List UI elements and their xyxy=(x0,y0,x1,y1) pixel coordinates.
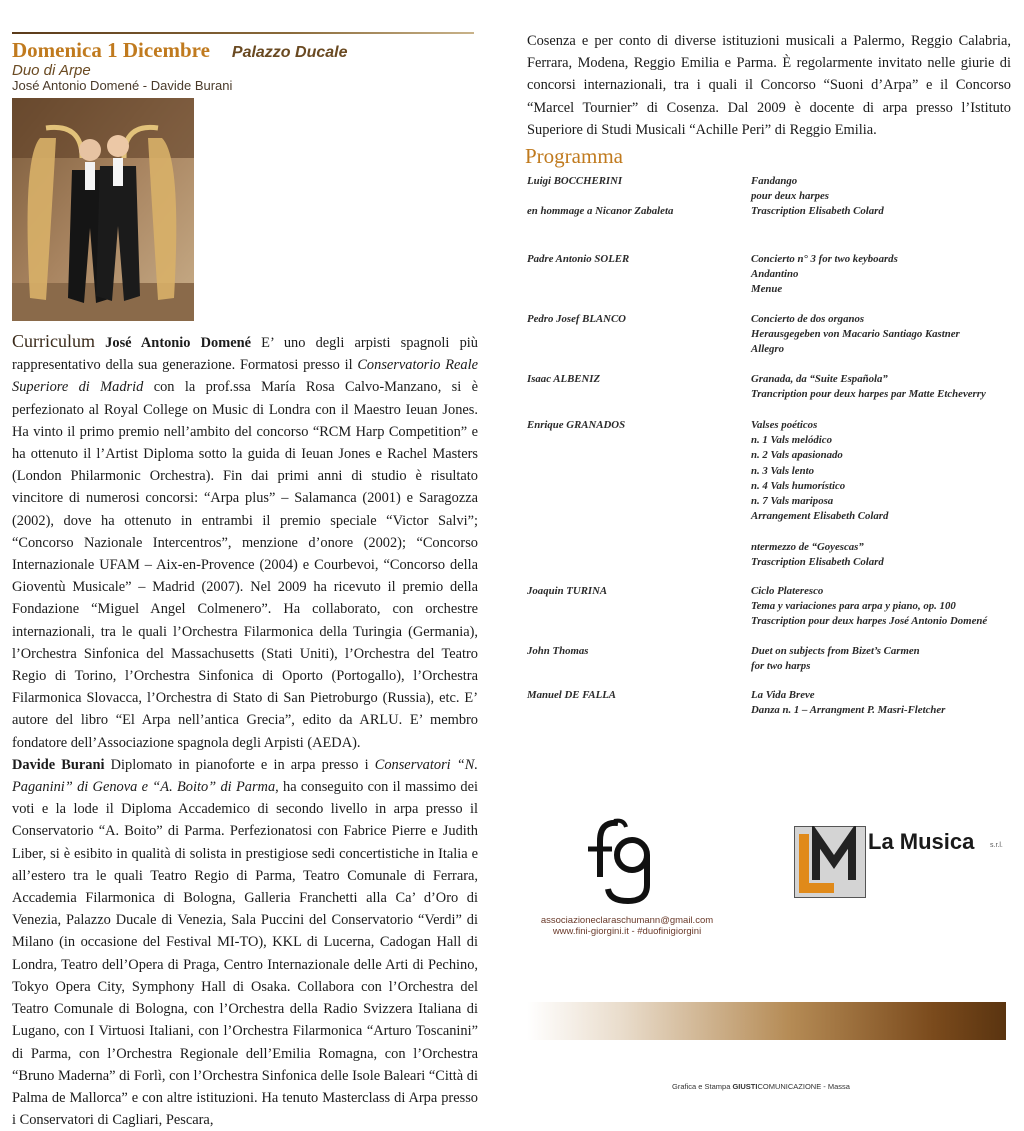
curriculum-text xyxy=(12,330,478,1131)
contact-block xyxy=(527,915,727,937)
event-venue: Palazzo Ducale xyxy=(231,44,348,61)
contact-web[interactable]: www.fini-giorgini.it - #duofinigiorgini xyxy=(552,926,702,937)
work-line: Herausgegeben von Macario Santiago Kastner xyxy=(751,328,960,341)
la-musica-name: La Musica xyxy=(868,829,975,854)
work-line: Granada, da “Suite Española” xyxy=(751,373,888,385)
composer xyxy=(527,418,747,433)
work-line: Andantino xyxy=(751,268,799,281)
works xyxy=(751,644,1021,674)
works xyxy=(751,418,1021,570)
print-credit xyxy=(672,1082,850,1091)
domene-bio-italic: Conservatorio Reale Superiore di Madrid xyxy=(12,357,478,396)
burani-bio-2: , ha conseguito con il massimo dei voti e la lode il Diploma Accademico di secondo livello in arpa presso il Conservatorio “A. Boito” di Parma. Perfezionatosi con Fabrice Pierre e Judith Liber, si è esibito in qualità di solista in prestigiose sedi concertistiche in Italia e all’estero tra le quali Teatro Regio di Parma, Teatro Comunale di Ferrara, Accademia Filarmonica di Bologna, Galleria Franchetti alla Ca’ d’Oro di Venezia, Palazzo Ducale di Venezia, Sala Puccini del Conservatorio “Verdi” di Milano (in occasione del Festival MI-TO), KKL di Lucerna, Cadogan Hall di Londra, Teatro dell’Opera di Praga, Centro Internazionale delle Arti di Pechino, Tokyo Opera City, Symphony Hall di Osaka. Collabora con l’Orchestra del Teatro Comunale di Bologna, con l’Orchestra della Radio Svizzera Italiana di Lugano, con I Virtuosi Italiani, con l’Orchestra Filarmonica “Arturo Toscanini” di Parma, con l’Orchestra Regionale dell’Emilia Romagna, con l’Orchestra “Bruno Maderna” di Forlì, con l’Orchestra Sinfonica delle Isole Baleari “Città di Palma de Mallorca” e con altre istituzioni. Ha tenuto Masterclass di Arpa presso i Conservatori di Cagliari, Pescara, xyxy=(12,779,478,1129)
work-line: for two harps xyxy=(751,660,811,673)
work-line: pour deux harpes xyxy=(751,190,829,203)
event-header xyxy=(12,38,478,93)
work-line: Concierto de dos organos xyxy=(751,313,865,325)
composer-line: John Thomas xyxy=(527,645,589,657)
work-line: Fandango xyxy=(751,175,798,187)
domene-bio-2: con la prof.ssa María Rosa Calvo-Manzano, si è perfezionato al Royal College on Music di Londra con il Maestro Ieuan Jones. Ha vinto il primo premio nell’ambito del concorso “RCM Harp Competition” e ha ottenuto il l’Artist Diploma sotto la guida di Ieuan Jones e Rachel Masters (London Philarmonic Orchestra). Fin dai primi anni di studio è risultato vincitore di numerosi concorsi: “Arpa plus” – Salamanca (2001) e Saragozza (2002), dove ha ottenuto in entrambi il premio speciale “Victor Salvi”; “Concorso Nazionale Intercentros”, menzione d’onore (2002); “Concorso Internazionale UFAM – Aix-en-Provence (2004) e Courbevoi, “Concorso della Gioventù Musicale” – Madrid (2007). Nel 2009 ha ricevuto il premio della Fondazione “Miguel Angel Colmenero”. Ha collaborato, con orchestre internazionali, tra le quali l’Orchestra Filarmonica della Turingia (Germania), l’Orchestra Sinfonica del Massachusetts (Stati Uniti), l’Orchestra del Teatro Regio di Torino, l’Orchestra Sinfonica di Oporto (Portogallo), l’Orchestra Filarmonica Slovacca, l’Orchestra di Stato di San Pietroburgo (Russia), etc. E’ autore del libro “El Arpa nell’antica Grecia”, edito da ARLU. E’ membro fondatore dell’Associazione spagnola degli Arpisti (AEDA). xyxy=(12,379,479,751)
performers: José Antonio Domené - Davide Burani xyxy=(12,78,233,93)
programma-title: Programma xyxy=(525,144,623,168)
composer-line: en hommage a Nicanor Zabaleta xyxy=(527,205,674,218)
work-line: Allegro xyxy=(751,343,784,356)
composer-line: Isaac ALBENIZ xyxy=(527,373,601,385)
composer xyxy=(527,252,747,267)
composer-line: Luigi BOCCHERINI xyxy=(527,175,623,187)
composer-line: Joaquin TURINA xyxy=(527,585,608,597)
curriculum-label: Curriculum xyxy=(12,331,95,351)
composer-line: Enrique GRANADOS xyxy=(527,419,626,431)
credit-rest: COMUNICAZIONE - Massa xyxy=(757,1082,850,1091)
work-line xyxy=(751,524,1021,539)
work-line: n. 3 Vals lento xyxy=(751,464,814,477)
works xyxy=(751,174,1021,220)
work-line: Trascription Elisabeth Colard xyxy=(751,205,884,218)
works xyxy=(751,372,1021,402)
composer-line xyxy=(527,189,747,204)
domene-name: José Antonio Domené xyxy=(105,335,252,351)
harpists-photo xyxy=(12,98,194,321)
work-line: Danza n. 1 – Arrangment P. Masri-Fletcher xyxy=(751,704,946,717)
works xyxy=(751,688,1021,718)
ensemble-name: Duo di Arpe xyxy=(12,62,91,79)
contact-email[interactable]: associazioneclaraschumann@gmail.com xyxy=(540,915,714,926)
composer xyxy=(527,312,747,327)
event-date: Domenica 1 Dicembre xyxy=(12,38,210,62)
works xyxy=(751,252,1021,298)
works xyxy=(751,312,1021,358)
work-line: Arrangement Elisabeth Colard xyxy=(751,510,889,523)
composer-line: Padre Antonio SOLER xyxy=(527,253,630,265)
composer xyxy=(527,688,747,703)
gradient-bar xyxy=(527,1002,1006,1040)
work-line: Ciclo Plateresco xyxy=(751,585,824,597)
work-line: Trascription Elisabeth Colard xyxy=(751,555,884,568)
credit-prefix: Grafica e Stampa xyxy=(672,1082,733,1091)
fg-logo xyxy=(578,815,658,907)
work-line: Tema y variaciones para arpa y piano, op. 100 xyxy=(751,600,956,613)
work-line: Duet on subjects from Bizet’s Carmen xyxy=(751,645,920,657)
work-line: Valses poéticos xyxy=(751,419,818,431)
domene-bio-1: E’ uno degli arpisti spagnoli più rappresentativo della sua generazione. Formatosi presso il xyxy=(12,335,478,374)
work-line: n. 4 Vals humorístico xyxy=(751,479,846,492)
credit-brand: GIUSTI xyxy=(732,1082,758,1091)
composer-line: Pedro Josef BLANCO xyxy=(527,313,626,325)
work-line: La Vida Breve xyxy=(751,689,815,701)
composer xyxy=(527,372,747,387)
works xyxy=(751,584,1021,630)
composer xyxy=(527,584,747,599)
work-line: Concierto n° 3 for two keyboards xyxy=(751,253,898,265)
work-line: Menue xyxy=(751,283,783,296)
work-line: ntermezzo de “Goyescas” xyxy=(751,540,864,553)
top-rule xyxy=(12,32,474,34)
work-line: Trancription pour deux harpes par Matte Etcheverry xyxy=(751,388,986,401)
work-line: n. 2 Vals apasionado xyxy=(751,449,843,462)
composer xyxy=(527,174,747,220)
composer xyxy=(527,644,747,659)
composer-line: Manuel DE FALLA xyxy=(527,689,617,701)
burani-bio-italic: Conservatori “N. Paganini” di Genova e “A. Boito” di Parma xyxy=(12,756,479,796)
work-line: Trascription pour deux harpes José Antonio Domené xyxy=(751,615,988,628)
work-line: n. 1 Vals melódico xyxy=(751,434,832,447)
la-musica-suffix: s.r.l. xyxy=(990,842,1003,849)
la-musica-logo xyxy=(794,826,866,898)
burani-name: Davide Burani xyxy=(12,756,105,773)
curriculum-continuation: Cosenza e per conto di diverse istituzioni musicali a Palermo, Reggio Calabria, Ferrara, Modena, Reggio Emilia e Parma. È regolarmente invitato nelle giurie di concorsi internazionali, tra i quali il Concorso “Suoni d’Arpa” e il Concorso “Marcel Tournier” di Cosenza. Dal 2009 è docente di arpa presso l’Istituto Superiore di Studi Musicali “Achille Peri” di Reggio Emilia. xyxy=(527,33,1011,138)
burani-bio-1: Diplomato in pianoforte e in arpa presso i xyxy=(104,756,375,773)
work-line: n. 7 Vals mariposa xyxy=(751,495,834,508)
